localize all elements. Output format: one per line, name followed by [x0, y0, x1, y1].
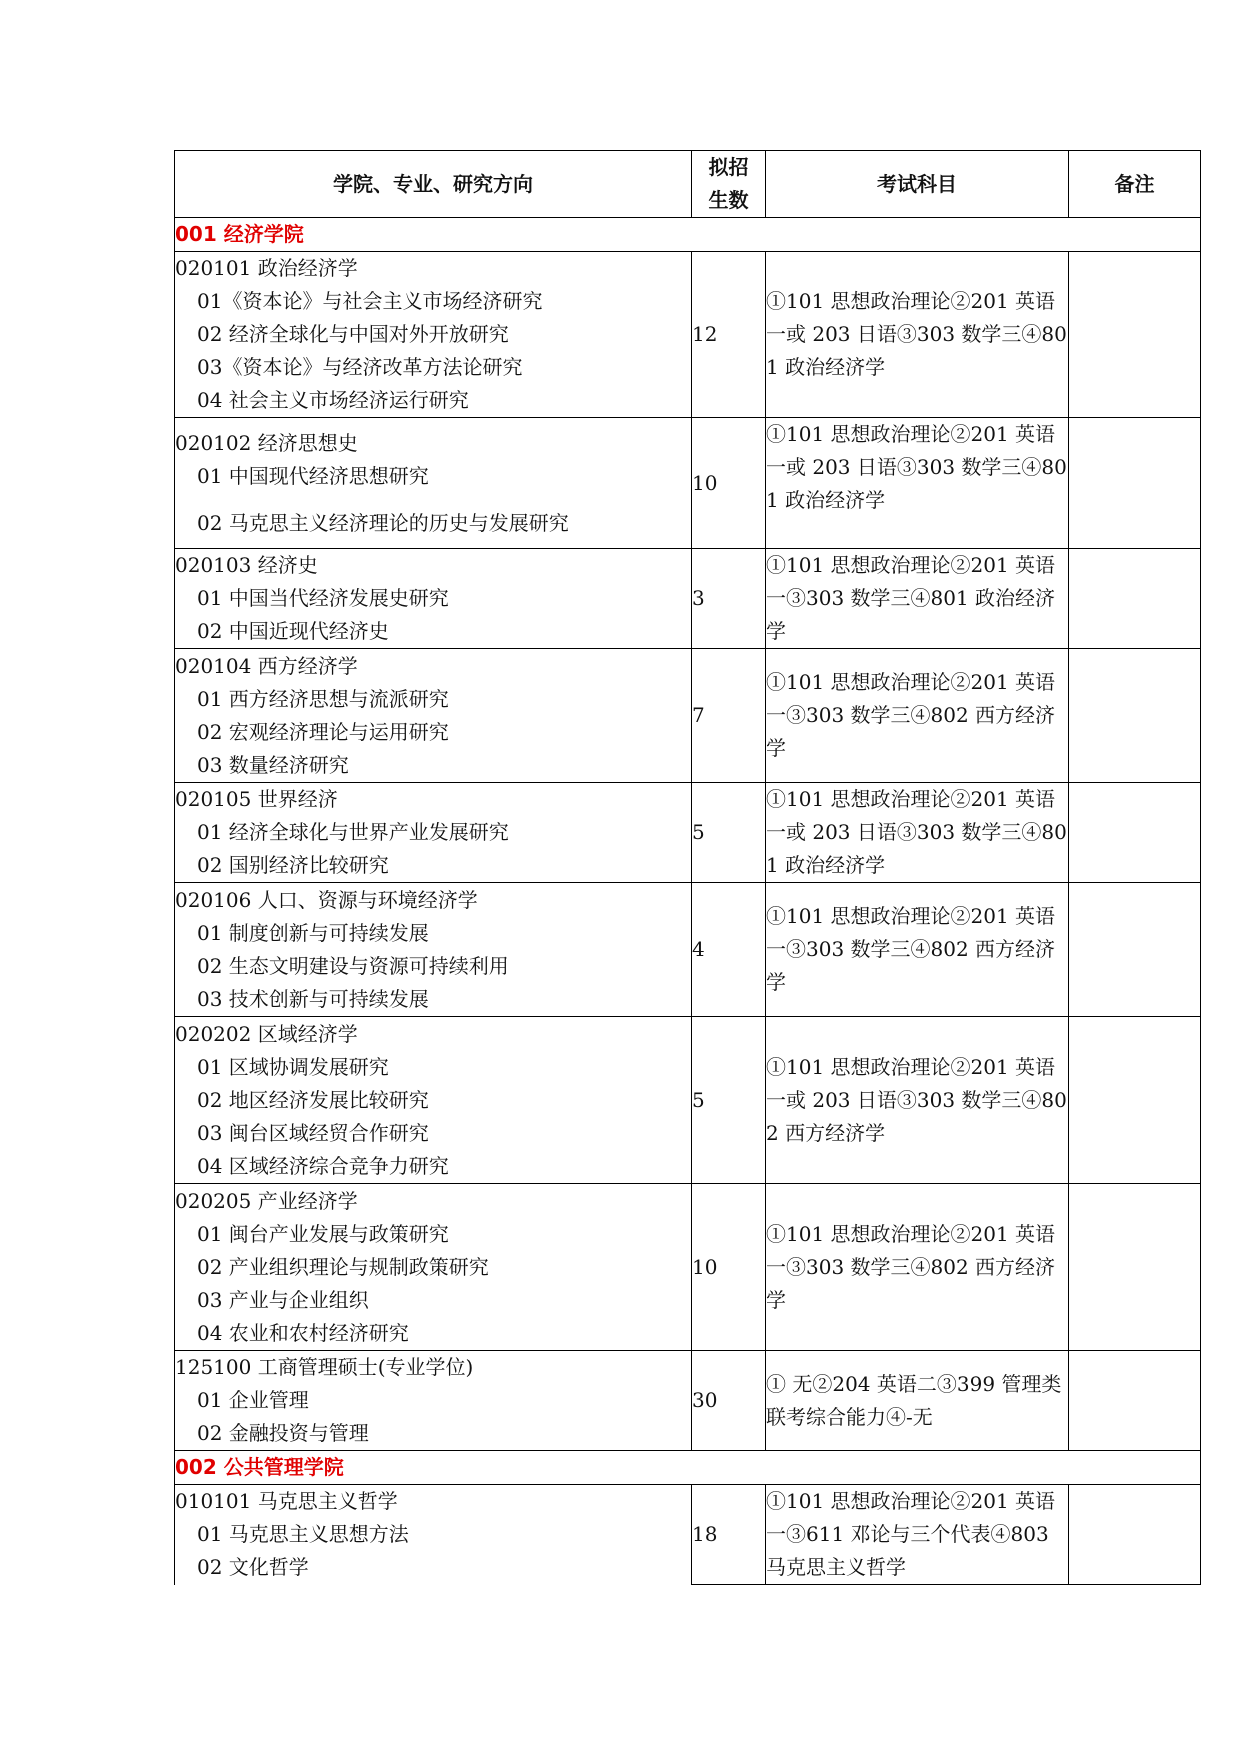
header-notes: 备注	[1069, 151, 1201, 218]
quota-cell: 30	[692, 1351, 766, 1451]
direction-item: 02 国别经济比较研究	[197, 853, 389, 877]
header-quota-line1: 拟招	[708, 155, 749, 179]
direction-item: 02 中国近现代经济史	[197, 619, 389, 643]
notes-cell	[1069, 783, 1201, 883]
program-row	[175, 1351, 1201, 1451]
quota-cell: 7	[692, 649, 766, 783]
program-row	[175, 1485, 1201, 1585]
subjects-cell: ①101 思想政治理论②201 英语一③303 数学三④801 政治经济学	[766, 549, 1069, 649]
subjects-cell: ①101 思想政治理论②201 英语一或 203 日语③303 数学三④802 西方经济学	[766, 1017, 1069, 1184]
program-cell	[175, 783, 692, 883]
program-cell	[175, 418, 692, 549]
notes-cell	[1069, 1184, 1201, 1351]
direction-item: 03 数量经济研究	[197, 752, 349, 777]
quota-cell: 5	[692, 783, 766, 883]
quota-cell: 18	[692, 1485, 766, 1585]
program-cell	[175, 252, 692, 418]
program-row	[175, 1017, 1201, 1184]
direction-item: 04 农业和农村经济研究	[197, 1320, 409, 1345]
direction-item: 01 中国现代经济思想研究	[197, 463, 429, 488]
direction-item: 04 社会主义市场经济运行研究	[197, 388, 469, 412]
direction-item: 02 产业组织理论与规制政策研究	[197, 1254, 489, 1279]
program-code-name: 020102 经济思想史	[175, 430, 358, 455]
program-code-name: 020103 经济史	[175, 553, 318, 577]
direction-item: 03 产业与企业组织	[197, 1287, 369, 1312]
college-row	[175, 218, 1201, 252]
quota-cell: 12	[692, 252, 766, 418]
direction-item: 03 闽台区域经贸合作研究	[197, 1120, 429, 1145]
direction-item: 01 经济全球化与世界产业发展研究	[197, 820, 509, 844]
quota-cell: 4	[692, 883, 766, 1017]
quota-cell: 10	[692, 1184, 766, 1351]
program-code-name: 020101 政治经济学	[175, 256, 358, 280]
direction-item: 02 马克思主义经济理论的历史与发展研究	[197, 510, 569, 535]
direction-item: 02 宏观经济理论与运用研究	[197, 719, 449, 744]
program-cell	[175, 549, 692, 649]
program-row	[175, 649, 1201, 783]
subjects-cell: ①101 思想政治理论②201 英语一③303 数学三④802 西方经济学	[766, 1184, 1069, 1351]
program-code-name: 020106 人口、资源与环境经济学	[175, 887, 478, 912]
program-code-name: 020105 世界经济	[175, 787, 338, 811]
subjects-cell: ①101 思想政治理论②201 英语一或 203 日语③303 数学三④801 政治经济学	[766, 783, 1069, 883]
direction-item: 02 文化哲学	[197, 1555, 309, 1580]
notes-cell	[1069, 1485, 1201, 1585]
subjects-cell: ①101 思想政治理论②201 英语一③303 数学三④802 西方经济学	[766, 649, 1069, 783]
program-row	[175, 418, 1201, 549]
header-row	[175, 151, 1201, 218]
subjects-cell: ①101 思想政治理论②201 英语一③303 数学三④802 西方经济学	[766, 883, 1069, 1017]
direction-item: 01 制度创新与可持续发展	[197, 920, 429, 945]
enrollment-table	[174, 150, 1201, 1585]
subjects-cell: ①101 思想政治理论②201 英语一或 203 日语③303 数学三④801 政治经济学	[766, 418, 1069, 549]
program-code-name: 020202 区域经济学	[175, 1021, 358, 1046]
direction-item: 02 经济全球化与中国对外开放研究	[197, 322, 509, 346]
notes-cell	[1069, 1017, 1201, 1184]
program-row	[175, 252, 1201, 418]
notes-cell	[1069, 1351, 1201, 1451]
direction-item: 01 企业管理	[197, 1388, 309, 1412]
notes-cell	[1069, 883, 1201, 1017]
program-cell	[175, 1351, 692, 1451]
direction-item: 02 地区经济发展比较研究	[197, 1087, 429, 1112]
program-cell	[175, 1017, 692, 1184]
direction-item: 02 金融投资与管理	[197, 1421, 369, 1445]
notes-cell	[1069, 418, 1201, 549]
quota-cell: 10	[692, 418, 766, 549]
direction-item: 01 区域协调发展研究	[197, 1054, 389, 1079]
program-row	[175, 549, 1201, 649]
direction-item: 01 闽台产业发展与政策研究	[197, 1221, 449, 1246]
direction-item: 04 区域经济综合竞争力研究	[197, 1153, 449, 1178]
header-quota-line2: 生数	[708, 188, 749, 212]
program-cell	[175, 1485, 692, 1585]
notes-cell	[1069, 649, 1201, 783]
program-row	[175, 1184, 1201, 1351]
program-cell	[175, 883, 692, 1017]
direction-item: 01 马克思主义思想方法	[197, 1522, 409, 1547]
direction-item: 01 西方经济思想与流派研究	[197, 686, 449, 711]
direction-item: 03《资本论》与经济改革方法论研究	[197, 355, 523, 379]
header-program: 学院、专业、研究方向	[175, 151, 692, 218]
header-quota	[692, 151, 766, 218]
subjects-cell: ① 无②204 英语二③399 管理类联考综合能力④-无	[766, 1351, 1069, 1451]
program-row	[175, 883, 1201, 1017]
subjects-cell: ①101 思想政治理论②201 英语一③611 邓论与三个代表④803 马克思主义哲学	[766, 1485, 1069, 1585]
quota-cell: 5	[692, 1017, 766, 1184]
direction-item: 03 技术创新与可持续发展	[197, 986, 429, 1011]
program-cell	[175, 1184, 692, 1351]
direction-item: 01 中国当代经济发展史研究	[197, 586, 449, 610]
college-name: 002 公共管理学院	[175, 1451, 1201, 1485]
college-name: 001 经济学院	[175, 218, 1201, 252]
quota-cell: 3	[692, 549, 766, 649]
program-code-name: 010101 马克思主义哲学	[175, 1489, 398, 1514]
notes-cell	[1069, 549, 1201, 649]
program-code-name: 020205 产业经济学	[175, 1188, 358, 1213]
program-cell	[175, 649, 692, 783]
college-row	[175, 1451, 1201, 1485]
subjects-cell: ①101 思想政治理论②201 英语一或 203 日语③303 数学三④801 政治经济学	[766, 252, 1069, 418]
notes-cell	[1069, 252, 1201, 418]
program-code-name: 020104 西方经济学	[175, 653, 358, 678]
program-row	[175, 783, 1201, 883]
direction-item: 01《资本论》与社会主义市场经济研究	[197, 289, 543, 313]
program-code-name: 125100 工商管理硕士(专业学位)	[175, 1355, 474, 1379]
direction-item: 02 生态文明建设与资源可持续利用	[197, 953, 509, 978]
header-subjects: 考试科目	[766, 151, 1069, 218]
